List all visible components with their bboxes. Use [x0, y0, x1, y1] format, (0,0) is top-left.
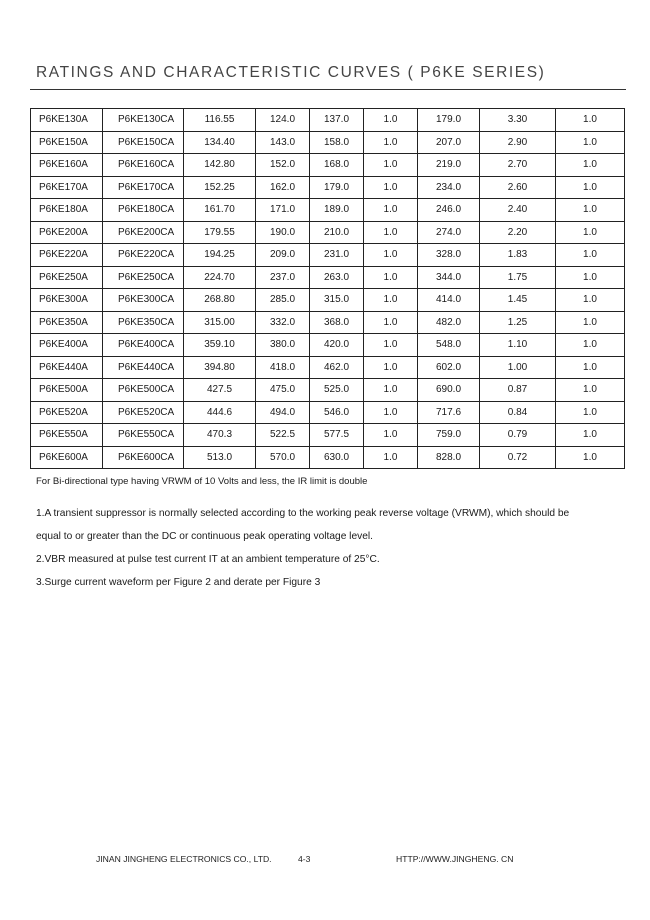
note-item: equal to or greater than the DC or continuous peak operating voltage level. [36, 531, 373, 542]
table-cell: 1.0 [556, 266, 625, 289]
table-cell: 630.0 [310, 446, 364, 469]
table-cell: 475.0 [256, 379, 310, 402]
table-cell: 116.55 [184, 109, 256, 132]
table-cell: 162.0 [256, 176, 310, 199]
table-cell: 525.0 [310, 379, 364, 402]
table-cell: 1.0 [556, 221, 625, 244]
notes-section [36, 476, 626, 594]
table-cell: 344.0 [418, 266, 480, 289]
table-cell: P6KE250A [31, 266, 103, 289]
table-cell: 1.0 [556, 154, 625, 177]
table-cell: P6KE200A [31, 221, 103, 244]
table-row [31, 289, 625, 312]
table-cell: 380.0 [256, 334, 310, 357]
table-cell: 234.0 [418, 176, 480, 199]
table-cell: 158.0 [310, 131, 364, 154]
table-cell: 1.0 [556, 289, 625, 312]
footer-company: JINAN JINGHENG ELECTRONICS CO., LTD. [96, 854, 272, 864]
table-row [31, 266, 625, 289]
table-cell: 522.5 [256, 424, 310, 447]
table-cell: 1.0 [364, 244, 418, 267]
table-cell: 444.6 [184, 401, 256, 424]
table-cell: 1.0 [364, 131, 418, 154]
table-cell: P6KE500CA [103, 379, 184, 402]
table-cell: 190.0 [256, 221, 310, 244]
table-row [31, 199, 625, 222]
table-cell: 1.0 [556, 199, 625, 222]
table-cell: 1.0 [364, 356, 418, 379]
table-cell: P6KE160CA [103, 154, 184, 177]
table-cell: 1.0 [364, 401, 418, 424]
table-cell: P6KE300CA [103, 289, 184, 312]
table-cell: 179.0 [310, 176, 364, 199]
table-cell: 137.0 [310, 109, 364, 132]
footer-page-number: 4-3 [298, 854, 311, 864]
table-cell: 179.0 [418, 109, 480, 132]
table-cell: 231.0 [310, 244, 364, 267]
table-cell: 179.55 [184, 221, 256, 244]
table-cell: P6KE220A [31, 244, 103, 267]
table-cell: P6KE170A [31, 176, 103, 199]
table-cell: 210.0 [310, 221, 364, 244]
table-cell: 494.0 [256, 401, 310, 424]
table-cell: 134.40 [184, 131, 256, 154]
table-cell: 368.0 [310, 311, 364, 334]
table-cell: 209.0 [256, 244, 310, 267]
table-cell: 2.20 [480, 221, 556, 244]
note-item: 3.Surge current waveform per Figure 2 and derate per Figure 3 [36, 577, 321, 588]
table-cell: P6KE300A [31, 289, 103, 312]
table-cell: 124.0 [256, 109, 310, 132]
table-cell: 1.0 [364, 199, 418, 222]
table-cell: 0.87 [480, 379, 556, 402]
table-cell: 1.0 [556, 176, 625, 199]
table-cell: 546.0 [310, 401, 364, 424]
table-cell: 142.80 [184, 154, 256, 177]
table-cell: P6KE170CA [103, 176, 184, 199]
table-cell: 1.0 [556, 446, 625, 469]
table-row [31, 311, 625, 334]
table-row [31, 379, 625, 402]
bidirectional-note: For Bi-directional type having VRWM of 10 Volts and less, the IR limit is double [36, 476, 368, 487]
table-cell: 152.25 [184, 176, 256, 199]
footer-url: HTTP://WWW.JINGHENG. CN [396, 854, 514, 864]
table-cell: 1.0 [364, 424, 418, 447]
table-cell: 328.0 [418, 244, 480, 267]
table-cell: 462.0 [310, 356, 364, 379]
table-cell: 1.0 [556, 379, 625, 402]
table-cell: 690.0 [418, 379, 480, 402]
table-cell: 1.0 [364, 154, 418, 177]
table-row [31, 424, 625, 447]
table-cell: 482.0 [418, 311, 480, 334]
table-cell: 1.83 [480, 244, 556, 267]
table-cell: 1.0 [556, 244, 625, 267]
table-row [31, 334, 625, 357]
table-cell: 189.0 [310, 199, 364, 222]
table-cell: 315.00 [184, 311, 256, 334]
note-item: 2.VBR measured at pulse test current IT at an ambient temperature of 25°C. [36, 554, 380, 565]
table-cell: 2.90 [480, 131, 556, 154]
table-cell: 207.0 [418, 131, 480, 154]
table-cell: 263.0 [310, 266, 364, 289]
table-cell: P6KE550CA [103, 424, 184, 447]
table-cell: 418.0 [256, 356, 310, 379]
table-cell: 194.25 [184, 244, 256, 267]
table-cell: 315.0 [310, 289, 364, 312]
table-cell: P6KE520CA [103, 401, 184, 424]
table-cell: P6KE220CA [103, 244, 184, 267]
table-cell: 1.0 [364, 176, 418, 199]
table-cell: 1.25 [480, 311, 556, 334]
table-cell: P6KE160A [31, 154, 103, 177]
table-cell: 268.80 [184, 289, 256, 312]
table-cell: P6KE600CA [103, 446, 184, 469]
table-cell: 414.0 [418, 289, 480, 312]
table-cell: 2.40 [480, 199, 556, 222]
table-cell: P6KE600A [31, 446, 103, 469]
table-cell: 1.0 [364, 379, 418, 402]
table-row [31, 401, 625, 424]
table-cell: P6KE180A [31, 199, 103, 222]
table-cell: 427.5 [184, 379, 256, 402]
table-cell: 548.0 [418, 334, 480, 357]
table-cell: 759.0 [418, 424, 480, 447]
table-cell: 1.0 [364, 311, 418, 334]
table-cell: 1.00 [480, 356, 556, 379]
table-cell: 161.70 [184, 199, 256, 222]
table-cell: 1.0 [556, 424, 625, 447]
table-row [31, 131, 625, 154]
table-cell: 1.0 [556, 356, 625, 379]
table-cell: 577.5 [310, 424, 364, 447]
table-cell: 143.0 [256, 131, 310, 154]
table-cell: P6KE180CA [103, 199, 184, 222]
table-cell: 717.6 [418, 401, 480, 424]
table-cell: 420.0 [310, 334, 364, 357]
table-cell: 1.0 [556, 311, 625, 334]
table-cell: 1.0 [556, 334, 625, 357]
table-cell: 3.30 [480, 109, 556, 132]
table-cell: P6KE150CA [103, 131, 184, 154]
table-cell: P6KE550A [31, 424, 103, 447]
table-cell: 152.0 [256, 154, 310, 177]
table-row [31, 109, 625, 132]
table-cell: P6KE350CA [103, 311, 184, 334]
table-cell: P6KE350A [31, 311, 103, 334]
table-cell: 1.0 [364, 266, 418, 289]
table-row [31, 356, 625, 379]
table-cell: 570.0 [256, 446, 310, 469]
table-cell: 394.80 [184, 356, 256, 379]
table-cell: 1.0 [556, 401, 625, 424]
table-cell: 0.84 [480, 401, 556, 424]
table-cell: 1.0 [364, 109, 418, 132]
table-cell: P6KE200CA [103, 221, 184, 244]
table-cell: 171.0 [256, 199, 310, 222]
table-cell: 2.70 [480, 154, 556, 177]
table-cell: 470.3 [184, 424, 256, 447]
table-cell: 285.0 [256, 289, 310, 312]
table-cell: 1.75 [480, 266, 556, 289]
table-cell: 602.0 [418, 356, 480, 379]
table-cell: 274.0 [418, 221, 480, 244]
title-divider [30, 89, 626, 90]
table-row [31, 446, 625, 469]
table-cell: 1.0 [556, 131, 625, 154]
table-cell: 1.0 [364, 446, 418, 469]
ratings-table [30, 108, 625, 469]
table-cell: 513.0 [184, 446, 256, 469]
table-cell: P6KE130CA [103, 109, 184, 132]
table-cell: 0.72 [480, 446, 556, 469]
table-cell: 219.0 [418, 154, 480, 177]
note-item: 1.A transient suppressor is normally selected according to the working peak reverse voltage (VRWM), which should be [36, 508, 570, 519]
table-cell: 1.10 [480, 334, 556, 357]
table-cell: P6KE130A [31, 109, 103, 132]
table-cell: 1.45 [480, 289, 556, 312]
table-cell: 1.0 [364, 221, 418, 244]
table-body [31, 109, 625, 469]
table-cell: P6KE400A [31, 334, 103, 357]
table-row [31, 221, 625, 244]
table-row [31, 154, 625, 177]
page-title: RATINGS AND CHARACTERISTIC CURVES ( P6KE SERIES) [36, 64, 546, 81]
table-cell: 1.0 [364, 334, 418, 357]
table-row [31, 176, 625, 199]
table-cell: P6KE440CA [103, 356, 184, 379]
table-cell: 246.0 [418, 199, 480, 222]
table-cell: 1.0 [556, 109, 625, 132]
table-cell: 332.0 [256, 311, 310, 334]
table-cell: 1.0 [364, 289, 418, 312]
table-cell: 237.0 [256, 266, 310, 289]
table-cell: P6KE150A [31, 131, 103, 154]
table-cell: P6KE250CA [103, 266, 184, 289]
table-cell: P6KE520A [31, 401, 103, 424]
table-cell: P6KE400CA [103, 334, 184, 357]
table-cell: 0.79 [480, 424, 556, 447]
table-cell: 359.10 [184, 334, 256, 357]
table-row [31, 244, 625, 267]
table-cell: 168.0 [310, 154, 364, 177]
table-cell: 828.0 [418, 446, 480, 469]
table-cell: 224.70 [184, 266, 256, 289]
table-cell: P6KE500A [31, 379, 103, 402]
table-cell: 2.60 [480, 176, 556, 199]
table-cell: P6KE440A [31, 356, 103, 379]
